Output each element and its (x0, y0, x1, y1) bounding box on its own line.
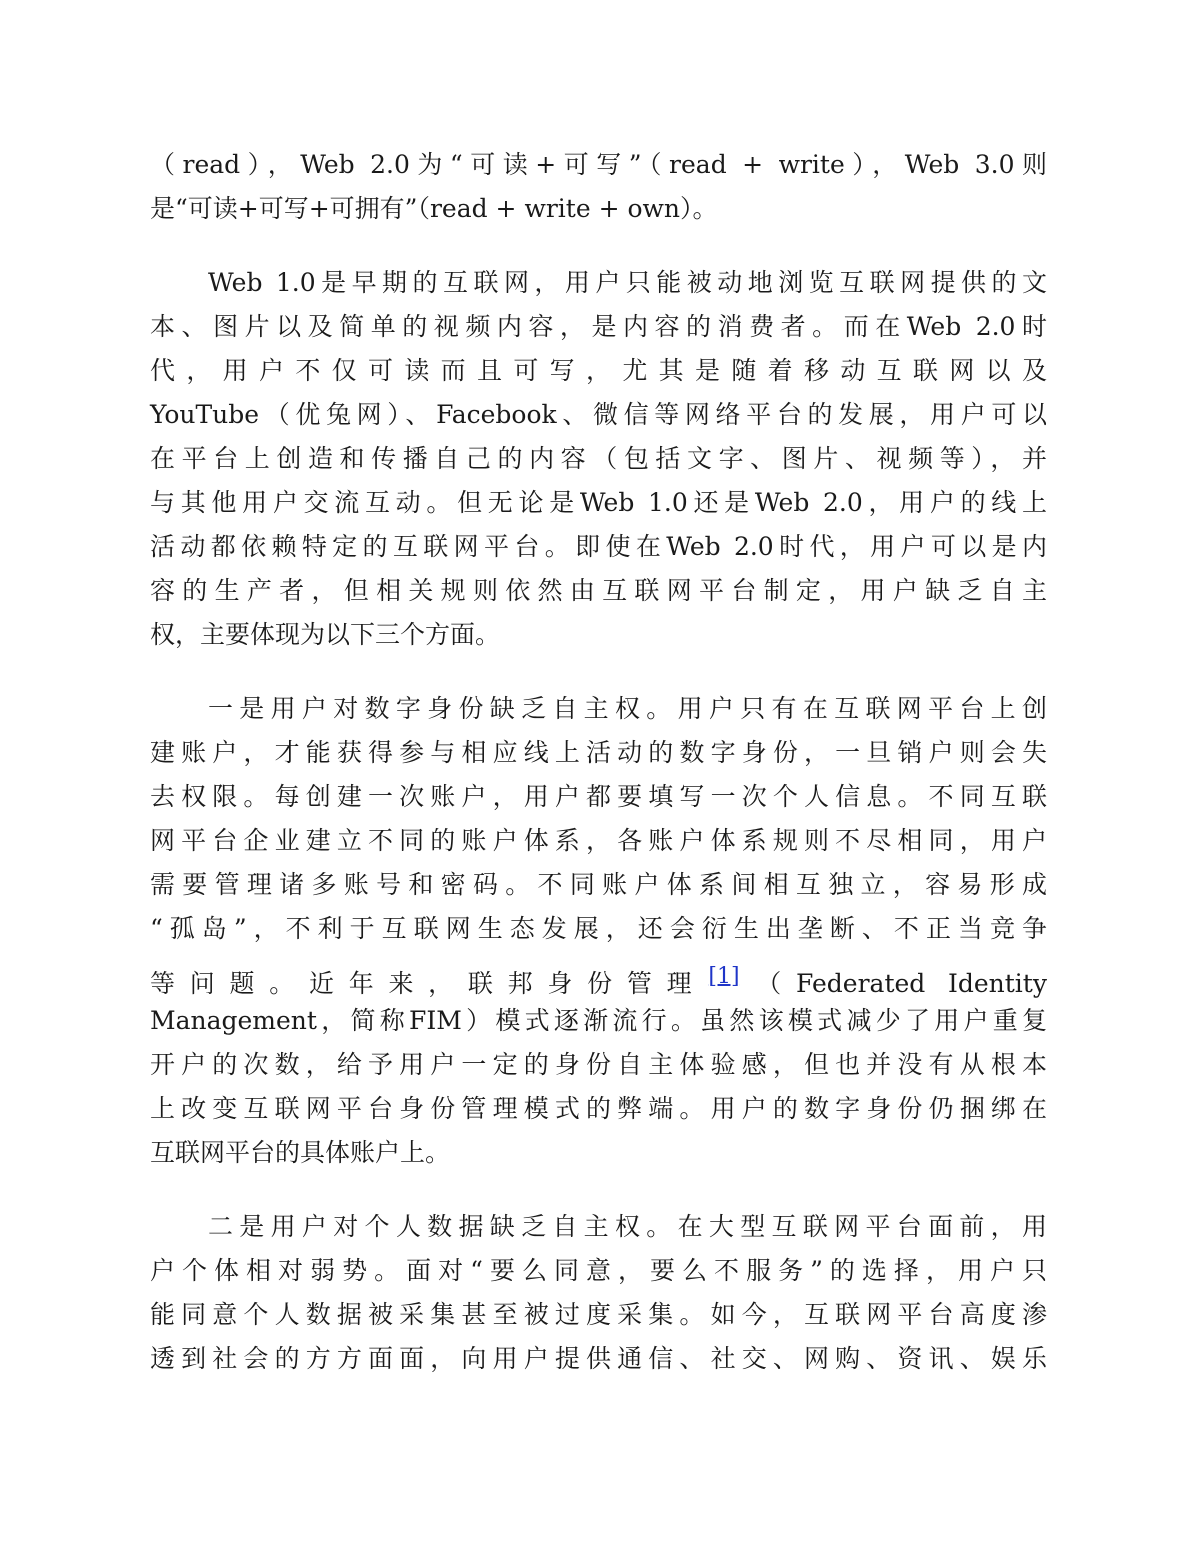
text-segment: （Federated Identity (741, 969, 1047, 998)
footnote-reference-link[interactable]: [1] (708, 964, 740, 989)
text-line: 上改变互联网平台身份管理模式的弊端。用户的数字身份仍捆绑在 (150, 1094, 1047, 1123)
text-line: 一是用户对数字身份缺乏自主权。用户只有在互联网平台上创 (208, 694, 1047, 723)
text-line: 建账户，才能获得参与相应线上活动的数字身份，一旦销户则会失 (150, 738, 1047, 767)
text-line: 权，主要体现为以下三个方面。 (150, 620, 501, 649)
text-line: 透到社会的方方面面，向用户提供通信、社交、网购、资讯、娱乐 (150, 1344, 1047, 1373)
text-line: 网平台企业建立不同的账户体系，各账户体系规则不尽相同，用户 (150, 826, 1047, 855)
text-line: 容的生产者，但相关规则依然由互联网平台制定，用户缺乏自主 (150, 576, 1047, 605)
paragraph (150, 261, 1047, 657)
text-line-with-footnote (150, 951, 1047, 999)
text-line: 需要管理诸多账号和密码。不同账户体系间相互独立，容易形成 (150, 870, 1047, 899)
text-line: YouTube（优兔网）、Facebook、微信等网络平台的发展，用户可以 (150, 400, 1047, 429)
text-line: Management，简称FIM）模式逐渐流行。虽然该模式减少了用户重复 (150, 1006, 1047, 1035)
text-line: 去权限。每创建一次账户，用户都要填写一次个人信息。不同互联 (150, 782, 1047, 811)
text-line: 是“可读+可写+可拥有”（read + write + own）。 (150, 194, 718, 223)
paragraph (150, 687, 1047, 1175)
text-line: 户个体相对弱势。面对“要么同意，要么不服务”的选择，用户只 (150, 1256, 1047, 1285)
text-line: 在平台上创造和传播自己的内容（包括文字、图片、视频等），并 (150, 444, 1047, 473)
text-line: 代，用户不仅可读而且可写，尤其是随着移动互联网以及 (150, 356, 1047, 385)
text-segment: 等问题。近年来，联邦身份管理 (150, 969, 707, 998)
text-line: 二是用户对个人数据缺乏自主权。在大型互联网平台面前，用 (208, 1212, 1047, 1241)
document-page (150, 143, 1047, 1411)
paragraph (150, 1205, 1047, 1381)
text-line: 能同意个人数据被采集甚至被过度采集。如今，互联网平台高度渗 (150, 1300, 1047, 1329)
text-line: 开户的次数，给予用户一定的身份自主体验感，但也并没有从根本 (150, 1050, 1047, 1079)
text-line: 互联网平台的具体账户上。 (150, 1138, 451, 1167)
text-line: （read），Web 2.0为“可读+可写”（read + write），Web 3.0则 (150, 150, 1047, 179)
text-line: 活动都依赖特定的互联网平台。即使在Web 2.0时代，用户可以是内 (150, 532, 1047, 561)
text-line: “孤岛”，不利于互联网生态发展，还会衍生出垄断、不正当竞争 (150, 914, 1047, 943)
text-line: Web 1.0是早期的互联网，用户只能被动地浏览互联网提供的文 (208, 268, 1047, 297)
text-line: 与其他用户交流互动。但无论是Web 1.0还是Web 2.0，用户的线上 (150, 488, 1047, 517)
paragraph (150, 143, 1047, 231)
text-line: 本、图片以及简单的视频内容，是内容的消费者。而在Web 2.0时 (150, 312, 1047, 341)
